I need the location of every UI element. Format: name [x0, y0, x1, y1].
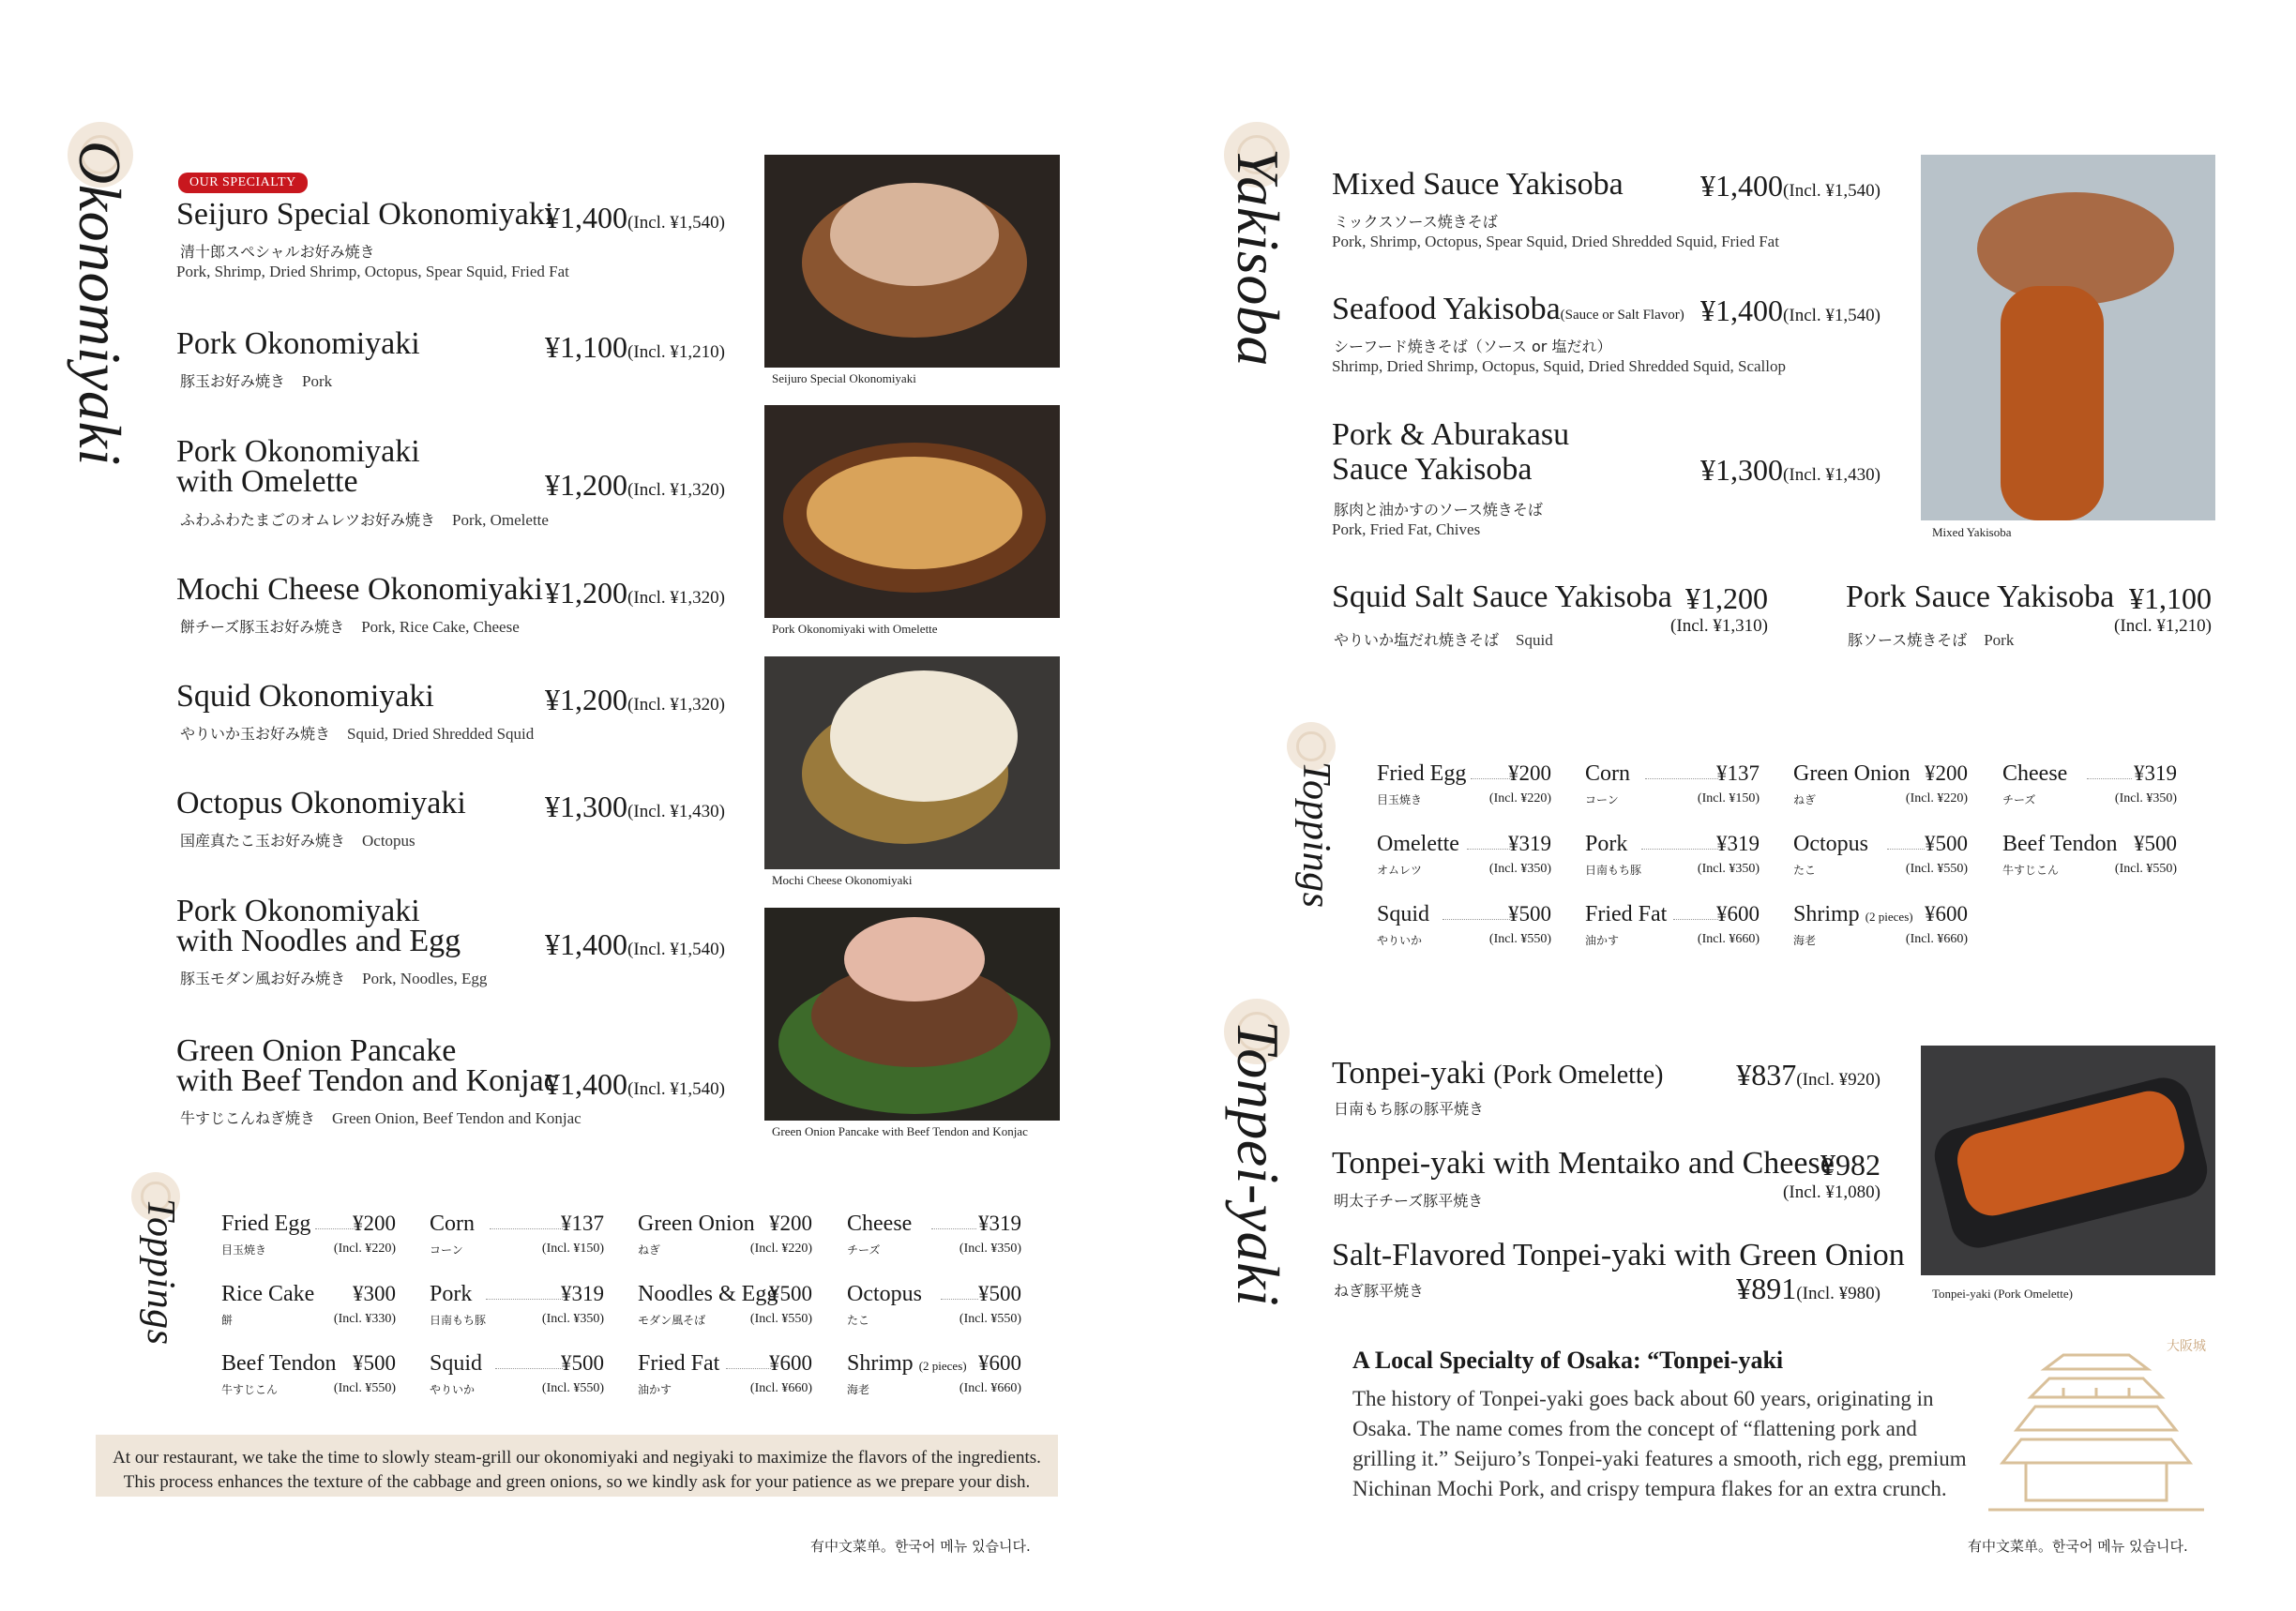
item-price: ¥1,200 (Incl. ¥1,310)	[1670, 581, 1768, 636]
item-jp-name: ミックスソース焼きそば	[1334, 213, 1498, 231]
item-jp-name: やりいか塩だれ焼きそば	[1334, 631, 1500, 649]
item-name: Salt-Flavored Tonpei-yaki with Green Onion	[1332, 1238, 1905, 1272]
photo-caption: Mochi Cheese Okonomiyaki	[772, 873, 913, 887]
castle-label: 大阪城	[2167, 1339, 2206, 1354]
story-text: The history of Tonpei-yaki goes back about 60 years, originating in Osaka. The name comes from the concept of “flattening pork and grilling it.” Seijuro’s Tonpei-yaki features a smooth, rich egg, premium Nichinan Mochi Pork, and crispy tempura flakes for an extra crunch.	[1352, 1387, 1967, 1500]
item-jp-name: ふわふわたまごのオムレツお好み焼き	[180, 511, 436, 529]
item-price: ¥1,200(Incl. ¥1,320)	[545, 683, 725, 716]
topping-item: Green Onion ¥200 ねぎ (Incl. ¥220)	[1793, 761, 1968, 806]
menu-item	[1332, 1238, 1905, 1305]
item-name: Green Onion Pancake	[176, 1033, 457, 1068]
topping-item: Octopus ¥500 たこ (Incl. ¥550)	[847, 1282, 1021, 1327]
menu-item	[176, 436, 725, 530]
item-jp-name: 牛すじこんねぎ焼き	[180, 1109, 316, 1127]
topping-item: Squid ¥500 やりいか (Incl. ¥550)	[1377, 902, 1551, 947]
topping-item: Corn ¥137 コーン (Incl. ¥150)	[1585, 761, 1760, 806]
item-name: Pork Okonomiyaki	[176, 434, 420, 469]
topping-item: Fried Fat ¥600 油かす (Incl. ¥660)	[1585, 902, 1760, 947]
topping-item: Noodles & Egg ¥500 モダン風そば (Incl. ¥550)	[638, 1282, 812, 1327]
item-price: ¥1,400(Incl. ¥1,540)	[545, 201, 725, 234]
topping-item: Cheese ¥319 チーズ (Incl. ¥350)	[2002, 761, 2177, 806]
story-title: A Local Specialty of Osaka: “Tonpei-yaki	[1352, 1347, 1784, 1374]
item-ingredients: Pork, Rice Cake, Cheese	[361, 618, 520, 636]
photo-caption: Green Onion Pancake with Beef Tendon and Konjac	[772, 1124, 1028, 1138]
menu-item	[1846, 581, 2212, 656]
section-title-yakisoba: Yakisoba	[1225, 148, 1292, 367]
item-name: Mixed Sauce Yakisoba	[1332, 167, 1624, 202]
section-title-okonomiyaki: Okonomiyaki	[67, 141, 133, 466]
item-ingredients: Pork	[302, 372, 333, 390]
item-jp-name: 明太子チーズ豚平焼き	[1334, 1192, 1484, 1210]
language-note: 有中文菜单。한국어 메뉴 있습니다.	[810, 1538, 1031, 1555]
topping-item: Cheese ¥319 チーズ (Incl. ¥350)	[847, 1212, 1021, 1257]
photo-caption: Seijuro Special Okonomiyaki	[772, 371, 916, 385]
dish-photo	[1921, 155, 2215, 520]
photo-caption: Pork Okonomiyaki with Omelette	[772, 622, 938, 636]
item-ingredients: Pork, Shrimp, Octopus, Spear Squid, Dried Shredded Squid, Fried Fat	[1332, 233, 1779, 250]
item-jp-name: 豚肉と油かすのソース焼きそば	[1334, 501, 1543, 519]
item-name: Pork & Aburakasu	[1332, 417, 1570, 452]
item-price: ¥1,400(Incl. ¥1,540)	[1700, 169, 1881, 203]
item-price: ¥1,300(Incl. ¥1,430)	[545, 790, 725, 823]
toppings-title: Toppings	[1294, 761, 1337, 909]
item-ingredients: Green Onion, Beef Tendon and Konjac	[332, 1109, 582, 1127]
menu-item	[176, 681, 725, 746]
dish-photo	[764, 405, 1060, 618]
item-name-line2: with Omelette	[176, 464, 358, 499]
item-name: Squid Okonomiyaki	[176, 679, 434, 714]
item-price: ¥1,400(Incl. ¥1,540)	[545, 927, 725, 961]
item-name: Seafood Yakisoba(Sauce or Salt Flavor)	[1332, 292, 1684, 326]
item-jp-name: 豚玉モダン風お好み焼き	[180, 970, 346, 987]
cooking-note: At our restaurant, we take the time to slowly steam-grill our okonomiyaki and negiyaki to maximize the flavors of the ingredients. This process enhances the texture of the cabbage and green onions, so we kindly ask for your patience as we prepare your dish.	[96, 1435, 1058, 1497]
item-price: ¥837(Incl. ¥920)	[1736, 1058, 1881, 1092]
item-ingredients: Pork, Fried Fat, Chives	[1332, 520, 1481, 538]
photo-caption: Tonpei-yaki (Pork Omelette)	[1932, 1287, 2073, 1301]
item-ingredients: Squid	[1516, 631, 1553, 649]
item-jp-name: 豚ソース焼きそば	[1848, 631, 1968, 649]
item-jp-name: 国産真たこ玉お好み焼き	[180, 832, 346, 850]
item-name: Tonpei-yaki (Pork Omelette)	[1332, 1056, 1664, 1091]
item-price: ¥1,300(Incl. ¥1,430)	[1700, 453, 1881, 487]
item-name: Seijuro Special Okonomiyaki	[176, 197, 554, 232]
menu-item	[1332, 294, 1881, 378]
menu-item	[1332, 1056, 1881, 1118]
topping-item: Shrimp (2 pieces) ¥600 海老 (Incl. ¥660)	[847, 1351, 1021, 1396]
menu-item	[176, 574, 725, 640]
item-ingredients: Octopus	[362, 832, 415, 850]
item-name: Pork Okonomiyaki	[176, 326, 420, 361]
section-title-tonpei-yaki: Tonpei-yaki	[1225, 1020, 1292, 1307]
topping-item: Fried Egg ¥200 目玉焼き (Incl. ¥220)	[221, 1212, 396, 1257]
menu-item	[176, 896, 725, 989]
item-jp-name: ねぎ豚平焼き	[1334, 1282, 1425, 1300]
item-ingredients: Squid, Dried Shredded Squid	[347, 725, 535, 743]
item-jp-name: やりいか玉お好み焼き	[180, 725, 331, 743]
item-jp-name: 豚玉お好み焼き	[180, 372, 286, 390]
item-ingredients: Pork, Omelette	[452, 511, 549, 529]
topping-item: Rice Cake ¥300 餅 (Incl. ¥330)	[221, 1282, 396, 1327]
item-price: ¥1,100(Incl. ¥1,210)	[545, 330, 725, 364]
item-price: ¥1,400(Incl. ¥1,540)	[545, 1067, 725, 1101]
topping-item: Green Onion ¥200 ねぎ (Incl. ¥220)	[638, 1212, 812, 1257]
menu-item	[1332, 1148, 1881, 1213]
item-name-line2: with Noodles and Egg	[176, 924, 461, 958]
item-price: ¥1,100 (Incl. ¥1,210)	[2114, 581, 2212, 636]
item-price: ¥891(Incl. ¥980)	[1736, 1272, 1881, 1305]
menu-item	[176, 328, 725, 394]
topping-item: Omelette ¥319 オムレツ (Incl. ¥350)	[1377, 832, 1551, 877]
topping-item: Squid ¥500 やりいか (Incl. ¥550)	[430, 1351, 604, 1396]
item-ingredients: Shrimp, Dried Shrimp, Octopus, Squid, Dried Shredded Squid, Scallop	[1332, 357, 1787, 375]
dish-photo	[764, 656, 1060, 869]
topping-item: Pork ¥319 日南もち豚 (Incl. ¥350)	[1585, 832, 1760, 877]
menu-item	[176, 1035, 725, 1129]
menu-item	[1332, 419, 1881, 541]
menu-item	[1332, 581, 1768, 656]
item-price: ¥1,400(Incl. ¥1,540)	[1700, 294, 1881, 327]
item-name-line2: with Beef Tendon and Konjac	[176, 1063, 558, 1098]
item-ingredients: Pork	[1984, 631, 2015, 649]
item-jp-name: 清十郎スペシャルお好み焼き	[180, 243, 375, 261]
specialty-badge: OUR SPECIALTY	[178, 173, 308, 193]
item-name: Tonpei-yaki with Mentaiko and Cheese	[1332, 1146, 1835, 1181]
topping-item: Beef Tendon ¥500 牛すじこん (Incl. ¥550)	[221, 1351, 396, 1396]
photo-caption: Mixed Yakisoba	[1932, 525, 2012, 539]
menu-item	[176, 199, 725, 283]
item-name: Squid Salt Sauce Yakisoba	[1332, 580, 1672, 614]
osaka-castle-illustration	[1979, 1332, 2213, 1519]
item-name: Octopus Okonomiyaki	[176, 786, 466, 821]
item-price: ¥1,200(Incl. ¥1,320)	[545, 468, 725, 502]
language-note: 有中文菜单。한국어 메뉴 있습니다.	[1968, 1538, 2188, 1555]
topping-item: Pork ¥319 日南もち豚 (Incl. ¥350)	[430, 1282, 604, 1327]
topping-item: Octopus ¥500 たこ (Incl. ¥550)	[1793, 832, 1968, 877]
topping-item: Corn ¥137 コーン (Incl. ¥150)	[430, 1212, 604, 1257]
menu-item	[176, 788, 725, 853]
topping-item: Beef Tendon ¥500 牛すじこん (Incl. ¥550)	[2002, 832, 2177, 877]
item-jp-name: 餅チーズ豚玉お好み焼き	[180, 618, 345, 636]
topping-item: Shrimp (2 pieces) ¥600 海老 (Incl. ¥660)	[1793, 902, 1968, 947]
dish-photo	[764, 908, 1060, 1121]
item-price: ¥982 (Incl. ¥1,080)	[1783, 1148, 1881, 1202]
menu-item	[1332, 169, 1881, 253]
item-name: Pork Okonomiyaki	[176, 894, 420, 928]
item-name: Mochi Cheese Okonomiyaki	[176, 572, 543, 607]
item-price: ¥1,200(Incl. ¥1,320)	[545, 576, 725, 610]
toppings-title: Toppings	[139, 1198, 182, 1346]
topping-item: Fried Fat ¥600 油かす (Incl. ¥660)	[638, 1351, 812, 1396]
item-name: Pork Sauce Yakisoba	[1846, 580, 2115, 614]
item-ingredients: Pork, Noodles, Egg	[362, 970, 488, 987]
item-jp-name: シーフード焼きそば（ソース or 塩だれ）	[1334, 338, 1612, 355]
item-ingredients: Pork, Shrimp, Dried Shrimp, Octopus, Spear Squid, Fried Fat	[176, 263, 569, 280]
item-name-line2: Sauce Yakisoba	[1332, 452, 1533, 487]
item-jp-name: 日南もち豚の豚平焼き	[1334, 1100, 1485, 1118]
dish-photo	[1921, 1046, 2215, 1275]
dish-photo	[764, 155, 1060, 368]
topping-item: Fried Egg ¥200 目玉焼き (Incl. ¥220)	[1377, 761, 1551, 806]
